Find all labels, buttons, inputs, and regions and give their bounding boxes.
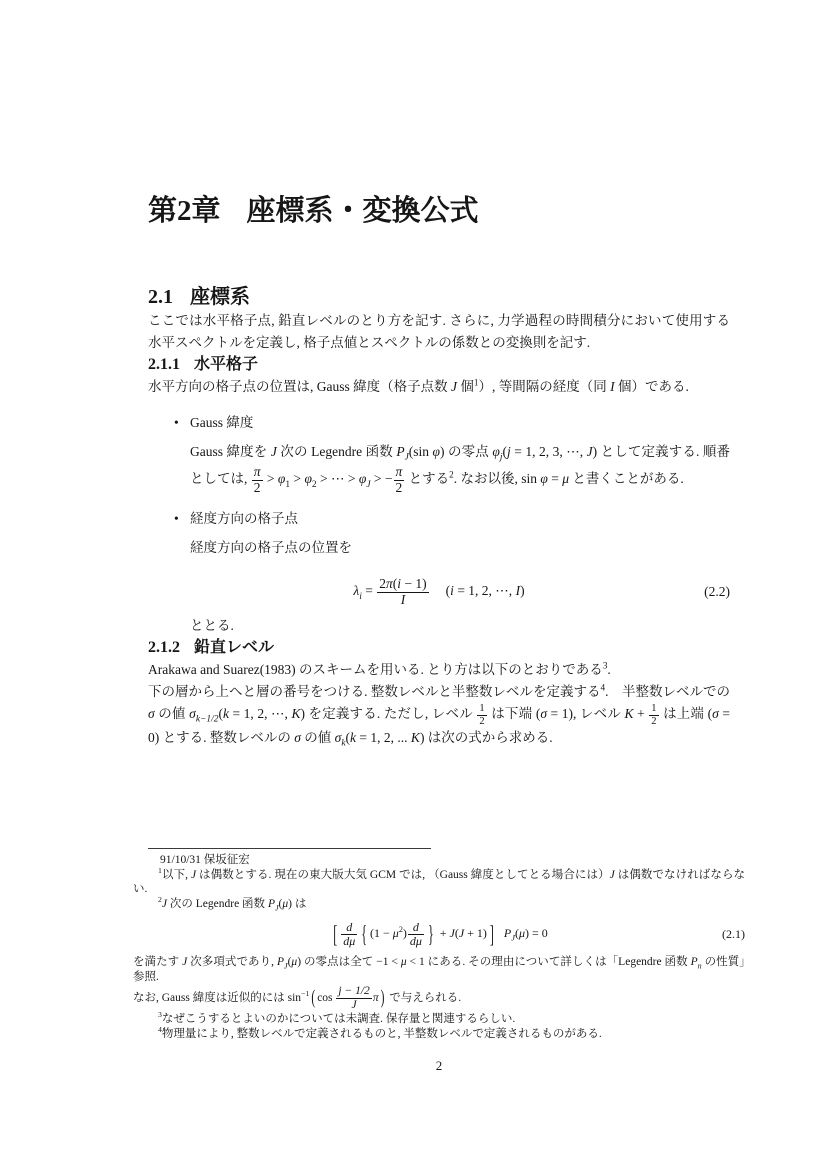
- fraction-denominator: J: [336, 998, 371, 1011]
- equation-number: (2.2): [704, 584, 730, 600]
- math-sup: 2: [398, 924, 403, 934]
- footnote-3: [133, 1012, 745, 1027]
- footnote-rule: [148, 848, 431, 849]
- paragraph-arakawa-suarez: [148, 659, 730, 681]
- fraction-numerator: d: [346, 919, 353, 934]
- math-sub: J: [366, 479, 371, 490]
- subsection-number: 2.1.1: [148, 356, 180, 373]
- math-var: J: [182, 956, 188, 968]
- subsection-heading-2-1-2: [148, 637, 730, 659]
- text-run: の値: [300, 729, 335, 745]
- text-run: は下端 (: [487, 706, 541, 722]
- text-run: (: [514, 925, 519, 940]
- math-var: I: [515, 583, 521, 599]
- math-var: σ: [712, 706, 719, 722]
- text-run: ): [402, 925, 407, 940]
- text-run: (: [345, 729, 351, 745]
- text-run: を満たす: [133, 956, 183, 968]
- text-run: (: [445, 583, 451, 599]
- text-run: ) は次の式から求める.: [419, 729, 553, 745]
- text-run: で与えられる.: [386, 992, 462, 1004]
- bullet-list: [148, 412, 730, 561]
- math-var: i: [397, 576, 402, 592]
- text-run: ) として定義する. 順番としては,: [190, 444, 730, 487]
- subsection-number: 2.1.2: [148, 639, 180, 657]
- math-var: K: [291, 706, 301, 722]
- fraction-numerator: 1: [651, 703, 657, 715]
- math-var: J: [451, 379, 457, 394]
- chapter-heading: [148, 0, 730, 232]
- text-run: >: [290, 471, 305, 487]
- list-item-body: [190, 439, 730, 495]
- text-run: > ⋯ >: [316, 471, 359, 487]
- text-run: (: [502, 444, 507, 459]
- left-bracket: [: [333, 919, 338, 948]
- text-run: は偶数とする. 現在の東大版大気 GCM では, （Gauss 緯度としてとる場合には）: [196, 868, 610, 881]
- text-run: = 1, 2, ⋯,: [228, 706, 292, 722]
- math-var: μ: [562, 471, 570, 487]
- math-sub: J: [404, 452, 409, 463]
- text-run: =: [547, 471, 563, 487]
- math-var: φ: [277, 471, 286, 487]
- fraction-numerator: d: [412, 919, 419, 934]
- text-run: . なお以後, sin: [453, 471, 541, 487]
- math-var: μ: [518, 925, 525, 940]
- math-sub: k: [341, 738, 346, 749]
- text-run: 次の Legendre 函数: [167, 897, 268, 910]
- math-var: I: [610, 379, 615, 394]
- fraction-d-dmu: [340, 921, 358, 948]
- text-run: ): [520, 583, 525, 599]
- text-run: = 1), レベル: [547, 706, 625, 722]
- text-run: 以下,: [161, 868, 191, 881]
- math-sub: J: [511, 933, 515, 943]
- math-var: P: [690, 956, 698, 968]
- math-rel: =: [365, 583, 373, 599]
- subsection-title: 水平格子: [194, 356, 259, 373]
- text-run: とする: [405, 471, 450, 487]
- math-var: σ: [189, 706, 196, 722]
- math-var: σ: [148, 706, 155, 722]
- fraction-denominator: dμ: [409, 933, 422, 948]
- text-run: − 1): [401, 576, 427, 592]
- right-paren: ): [380, 987, 385, 1009]
- fraction-numerator: π: [253, 464, 261, 479]
- footnote-date-author: 91/10/31 保坂征宏: [160, 854, 250, 866]
- footnote-2-lead: [133, 894, 745, 912]
- fraction-denominator: I: [377, 592, 428, 608]
- equation-number: (2.1): [722, 926, 745, 941]
- bullet-marker: •: [174, 511, 179, 527]
- text-run: +: [436, 925, 450, 940]
- text-run: ) = 0: [525, 925, 548, 940]
- text-run: < 1 にある. その理由について詳しくは「Legendre 函数: [406, 956, 691, 968]
- fraction-half: [476, 703, 487, 727]
- chapter-title: 座標系・変換公式: [246, 195, 479, 227]
- footnote-area: [133, 848, 745, 1041]
- footnote-marker: 2: [449, 469, 454, 480]
- footnote-marker: 4: [158, 1025, 162, 1035]
- section-heading-2-1: [148, 284, 730, 310]
- math-var: J: [609, 868, 615, 881]
- text-run: = 0) とする. 整数レベルの: [148, 706, 731, 745]
- footnote-marker: 1: [158, 865, 162, 875]
- math-var: μ: [291, 956, 298, 968]
- text-run: なお, Gauss 緯度は近似的には sin: [133, 992, 302, 1004]
- intro-paragraph: ここでは水平格子点, 鉛直レベルのとり方を記す. さらに, 力学過程の時間積分において使用する水平スペクトルを定義し, 格子点値とスペクトルの係数との変換則を記す.: [148, 313, 730, 350]
- text-run: cos: [317, 992, 336, 1004]
- math-var: σ: [294, 729, 301, 745]
- text-run: >: [263, 471, 278, 487]
- text-run: ) を定義する. ただし, レベル: [300, 706, 477, 722]
- math-sub: J: [283, 961, 288, 971]
- fraction-numerator: 1: [479, 703, 485, 715]
- paragraph-totoru: ととる.: [190, 618, 234, 634]
- fraction-denominator: 2: [651, 715, 657, 727]
- list-item-body: [190, 535, 730, 561]
- math-var: φ: [304, 471, 312, 487]
- text-run: (: [454, 925, 459, 940]
- right-bracket: ]: [489, 919, 494, 948]
- math-sub: k−1/2: [195, 714, 219, 725]
- text-run: (: [218, 706, 223, 722]
- footnote-2-note: [133, 985, 745, 1011]
- math-sup: −1: [301, 989, 310, 999]
- list-item-gauss-latitude: [148, 412, 730, 495]
- text-run: (1 −: [370, 925, 393, 940]
- list-item-longitude-grid: [148, 508, 730, 561]
- equation-body: [353, 577, 524, 607]
- math-var: J: [161, 897, 168, 910]
- text-run: の値: [154, 706, 190, 722]
- text-run: (sin: [408, 444, 433, 459]
- fraction-j-half-over-J: [335, 985, 372, 1011]
- text-run: ) の零点は全て −1 <: [297, 956, 401, 968]
- footnote-marker: 2: [158, 894, 162, 904]
- math-sub: j: [499, 452, 503, 463]
- text-run: 個: [457, 379, 474, 394]
- text-run: > −: [370, 471, 393, 487]
- text-run: (: [278, 897, 283, 910]
- fraction-denominator: 2: [479, 715, 485, 727]
- text-run: (: [287, 956, 292, 968]
- text-run: .: [607, 662, 611, 678]
- text-run: 個）である.: [614, 379, 689, 394]
- math-var: μ: [392, 925, 399, 940]
- fraction-numerator: π: [395, 464, 403, 479]
- text-run: なぜこうするとよいのかについては未調査. 保存量と関連するらしい.: [161, 1013, 516, 1026]
- math-sub: i: [359, 591, 362, 602]
- text-run: = 1, 2, ⋯,: [453, 583, 516, 599]
- page-content: [148, 0, 730, 749]
- fraction-numerator: j − 1/2: [338, 985, 370, 998]
- math-sub: 2: [311, 479, 317, 490]
- footnote-marker: 1: [473, 377, 479, 388]
- footnote-1: [133, 865, 746, 897]
- math-var: λ: [353, 583, 360, 599]
- math-var: π: [386, 576, 393, 592]
- subsection-heading-2-1-1: [148, 354, 730, 376]
- math-var: k: [222, 706, 229, 722]
- math-var: J: [458, 925, 465, 940]
- page-number: 2: [435, 1058, 443, 1073]
- text-run: Gauss 緯度を: [190, 444, 271, 459]
- text-run: 2: [379, 576, 387, 592]
- math-sub: n: [697, 961, 702, 971]
- footnote-4: [133, 1027, 745, 1042]
- math-var: j: [506, 444, 511, 459]
- fraction-d-dmu: [407, 921, 425, 948]
- subsection-title: 鉛直レベル: [194, 639, 275, 657]
- math-var: μ: [400, 956, 407, 968]
- list-item-label: 経度方向の格子点: [190, 511, 298, 527]
- text-run: 次の Legendre 函数: [276, 444, 397, 459]
- fraction-pi-over-2: [393, 465, 406, 495]
- math-var: P: [267, 897, 275, 910]
- text-run: . 半整数レベルでの: [605, 684, 731, 700]
- equation-2-2: [148, 569, 730, 615]
- math-var: i: [450, 583, 454, 599]
- text-run: Arakawa and Suarez(1983) のスキームを用いる. とり方は以下のとおりである: [148, 662, 603, 678]
- text-run: +: [633, 706, 649, 722]
- chapter-number: 第2章: [148, 195, 221, 227]
- math-var: π: [372, 992, 379, 1004]
- math-var: φ: [358, 471, 367, 487]
- equation-body: [330, 921, 548, 948]
- math-var: J: [586, 444, 593, 459]
- math-var: k: [350, 729, 357, 745]
- left-paren: (: [311, 987, 316, 1009]
- text-run: ) の零点: [440, 444, 493, 459]
- footnote-marker: 3: [602, 660, 608, 671]
- text-run: 次多項式であり,: [187, 956, 277, 968]
- math-sub: 1: [285, 479, 291, 490]
- section-title: 座標系: [190, 286, 250, 308]
- text-run: = 1, 2, ...: [356, 729, 411, 745]
- fraction-denominator: 2: [394, 480, 405, 496]
- fraction-denominator: 2: [252, 480, 263, 496]
- math-var: J: [270, 444, 277, 459]
- section-number: 2.1: [148, 286, 173, 308]
- right-brace: }: [427, 919, 434, 948]
- math-var: φ: [432, 444, 441, 459]
- math-var: σ: [334, 729, 342, 745]
- math-var: P: [503, 925, 512, 940]
- text-run: 水平方向の格子点の位置は, Gauss 緯度（格子点数: [148, 379, 451, 394]
- fraction-numerator: [377, 577, 428, 592]
- text-run: + 1): [464, 925, 487, 940]
- math-var: J: [449, 925, 455, 940]
- text-run: ）, 等間隔の経度（同: [478, 379, 611, 394]
- fraction-denominator: dμ: [343, 933, 356, 948]
- bullet-marker: •: [174, 415, 179, 430]
- math-var: φ: [492, 444, 500, 459]
- left-brace: {: [361, 919, 368, 948]
- math-var: J: [190, 868, 197, 881]
- text-run: 経度方向の格子点の位置を: [190, 540, 352, 556]
- footnote-2-continuation: [133, 955, 745, 984]
- footnote-marker: 3: [158, 1010, 162, 1020]
- footnote-marker: 4: [600, 682, 606, 693]
- math-sub: J: [274, 902, 279, 912]
- text-run: と書くことがある.: [569, 471, 684, 487]
- text-run: (: [392, 576, 398, 592]
- math-var: μ: [282, 897, 289, 910]
- paragraph-levels: [148, 681, 730, 749]
- text-run: = 1, 2, 3, ⋯,: [510, 444, 587, 459]
- math-var: σ: [540, 706, 547, 722]
- math-var: P: [276, 956, 284, 968]
- fraction-lambda: [376, 577, 429, 607]
- equation-2-1: [133, 916, 745, 952]
- text-run: 物理量により, 整数レベルで定義されるものと, 半整数レベルで定義されるものがある.: [161, 1027, 602, 1040]
- text-run: は偶数でなければならない.: [133, 868, 746, 895]
- text-run: ) は: [288, 897, 307, 910]
- fraction-half: [648, 703, 659, 727]
- text-run: 下の層から上へと層の番号をつける. 整数レベルと半整数レベルを定義する: [148, 684, 601, 700]
- math-var: φ: [540, 471, 548, 487]
- equation-condition: [446, 583, 525, 598]
- fraction-pi-over-2: [251, 465, 264, 495]
- list-item-label: Gauss 緯度: [190, 415, 254, 430]
- math-var: K: [624, 706, 634, 722]
- text-run: の性質」参照.: [133, 956, 746, 983]
- text-run: は上端 (: [659, 706, 713, 722]
- math-var: P: [396, 444, 405, 459]
- math-var: K: [410, 729, 420, 745]
- paragraph-horizontal-grid: [148, 376, 730, 398]
